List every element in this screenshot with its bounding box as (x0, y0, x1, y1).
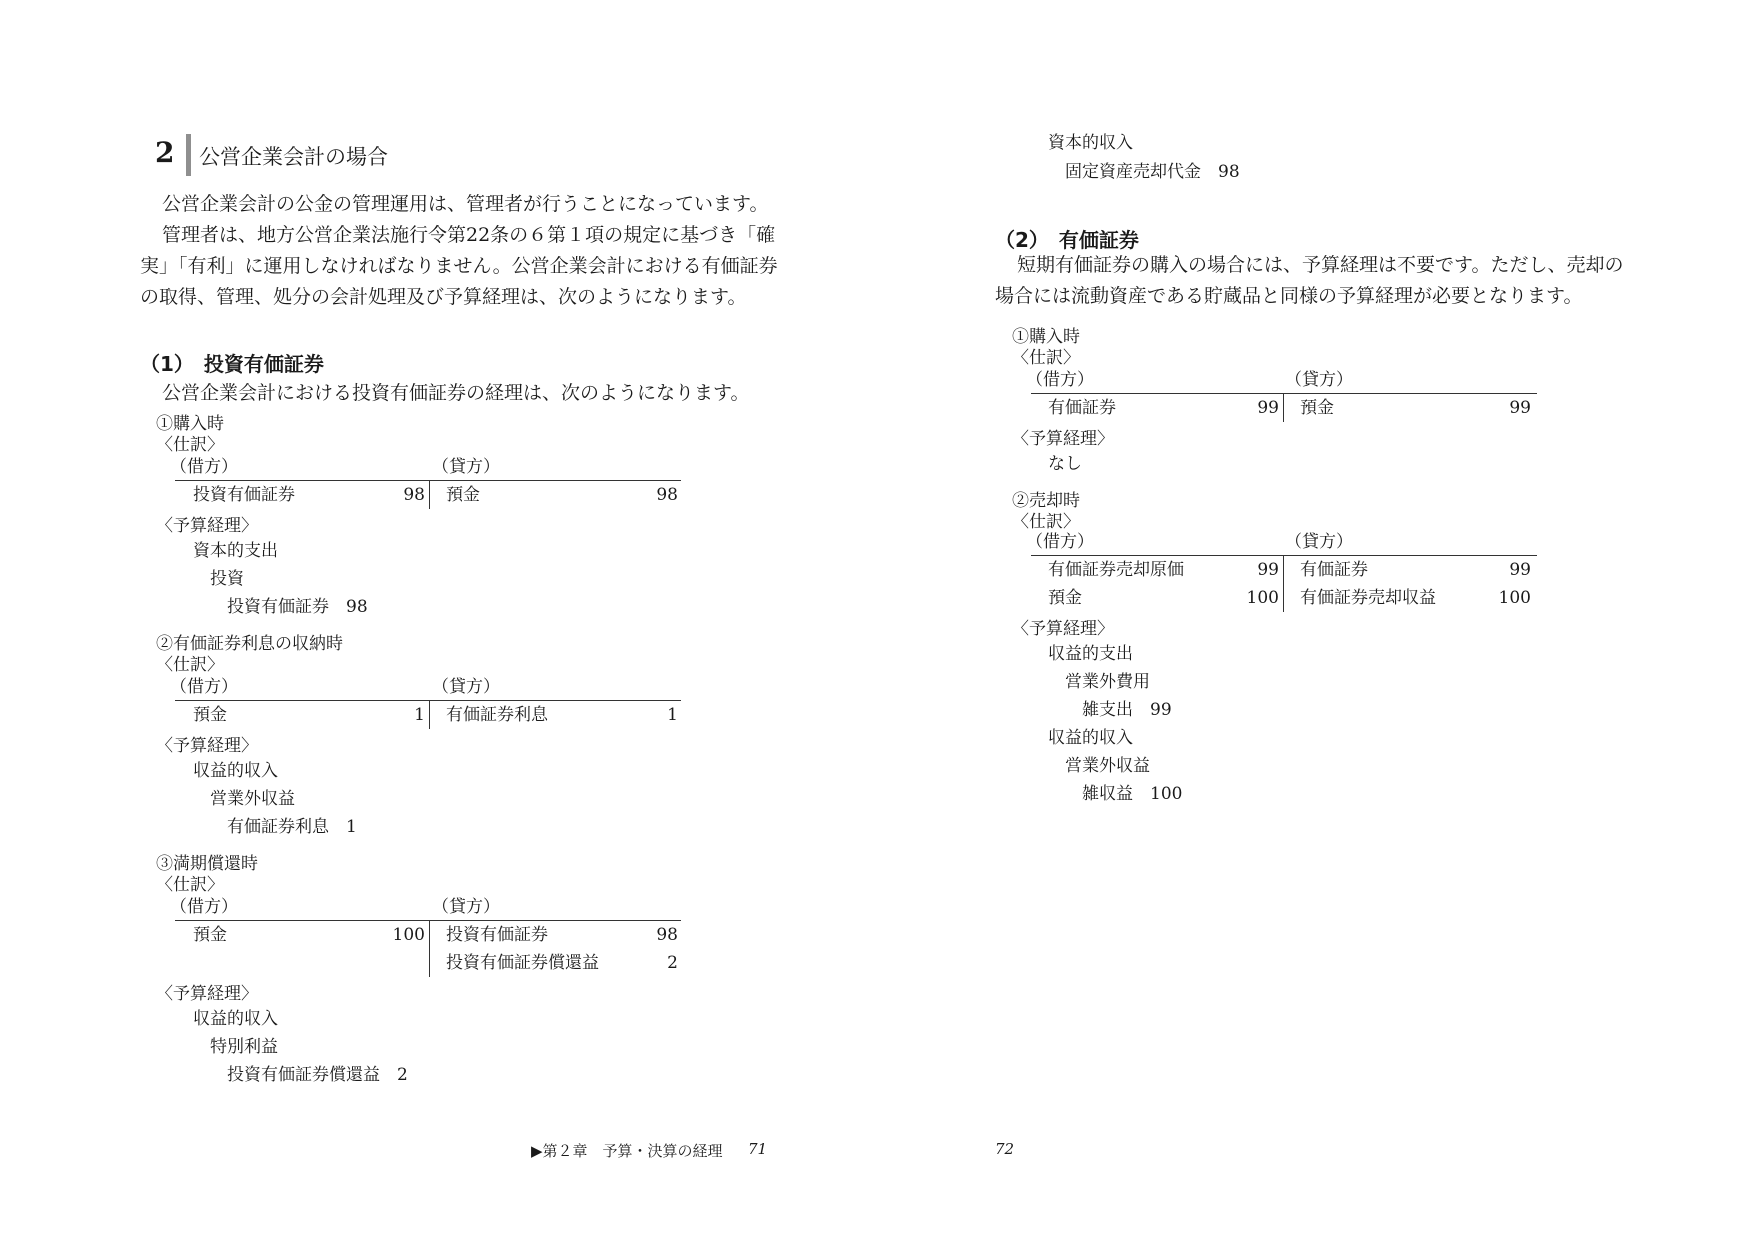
credit-item: 投資有価証券 (446, 925, 548, 945)
subsection-2-text: 短期有価証券の購入の場合には、予算経理は不要です。ただし、売却の場合には流動資産である貯蔵品と同様の予算経理が必要となります。 (995, 254, 1624, 307)
subsection-1-text: 公営企業会計における投資有価証券の経理は、次のようになります。 (162, 382, 750, 404)
budget-label: 〈予算経理〉 (1012, 619, 1114, 639)
credit-heading: （貸方） (1285, 370, 1353, 390)
budget-line: 収益的収入 (1048, 728, 1133, 748)
credit-item: 有価証券利息 (446, 705, 548, 725)
budget-line: 投資有価証券 98 (227, 597, 368, 617)
credit-amount: 98 (656, 485, 678, 505)
debit-amount: 100 (1246, 588, 1279, 608)
budget-line: 投資 (210, 569, 244, 589)
credit-item: 投資有価証券償還益 (446, 953, 599, 973)
budget-label: 〈予算経理〉 (156, 984, 258, 1004)
subsection-1-title: （1） 投資有価証券 (140, 352, 324, 376)
budget-line: 雑収益 100 (1082, 784, 1183, 804)
debit-item: 預金 (193, 925, 227, 945)
debit-item: 投資有価証券 (193, 485, 295, 505)
case-title: ①購入時 (1012, 327, 1080, 347)
case-title: ①購入時 (156, 414, 224, 434)
page-number-right: 72 (995, 1140, 1015, 1158)
budget-line: 収益的収入 (193, 761, 278, 781)
budget-line: 営業外収益 (210, 789, 295, 809)
budget-line: 投資有価証券償還益 2 (227, 1065, 408, 1085)
credit-item: 預金 (1300, 398, 1334, 418)
journal-top-rule (175, 480, 681, 481)
debit-item: 預金 (193, 705, 227, 725)
case-title: ③満期償還時 (156, 854, 258, 874)
journal-top-rule (175, 920, 681, 921)
budget-line: 収益的収入 (193, 1009, 278, 1029)
budget-label: 〈予算経理〉 (156, 736, 258, 756)
case-title: ②売却時 (1012, 491, 1080, 511)
journal-top-rule (175, 700, 681, 701)
budget-line: 有価証券利息 1 (227, 817, 357, 837)
debit-heading: （借方） (170, 457, 238, 477)
budget-line: 特別利益 (210, 1037, 278, 1057)
credit-heading: （貸方） (432, 677, 500, 697)
journal-divider (429, 920, 430, 977)
budget-line: 収益的支出 (1048, 644, 1133, 664)
credit-item: 有価証券売却収益 (1300, 588, 1436, 608)
intro-paragraph-2: 管理者は、地方公営企業法施行令第22条の６第１項の規定に基づき「確実」「有利」に運用しなければなりません。公営企業会計における有価証券の取得、管理、処分の会計処理及び予算経理は、次のようになります。 (140, 224, 778, 308)
debit-amount: 99 (1257, 560, 1279, 580)
debit-amount: 98 (403, 485, 425, 505)
journal-divider (1283, 555, 1284, 612)
shiwake-label: 〈仕訳〉 (156, 655, 224, 675)
debit-heading: （借方） (1026, 532, 1094, 552)
credit-amount: 2 (667, 953, 678, 973)
journal-top-rule (1031, 393, 1537, 394)
case-title: ②有価証券利息の収納時 (156, 634, 343, 654)
debit-item: 有価証券 (1048, 398, 1116, 418)
budget-line: なし (1048, 454, 1082, 474)
budget-label: 〈予算経理〉 (1012, 429, 1114, 449)
credit-amount: 1 (667, 705, 678, 725)
shiwake-label: 〈仕訳〉 (1012, 512, 1080, 532)
debit-heading: （借方） (1026, 370, 1094, 390)
debit-item: 預金 (1048, 588, 1082, 608)
credit-heading: （貸方） (432, 897, 500, 917)
section-title: 公営企業会計の場合 (199, 145, 388, 169)
debit-item: 有価証券売却原価 (1048, 560, 1184, 580)
shiwake-label: 〈仕訳〉 (1012, 348, 1080, 368)
budget-line: 固定資産売却代金 98 (1065, 162, 1240, 182)
budget-line: 営業外収益 (1065, 756, 1150, 776)
shiwake-label: 〈仕訳〉 (156, 875, 224, 895)
shiwake-label: 〈仕訳〉 (156, 435, 224, 455)
credit-heading: （貸方） (1285, 532, 1353, 552)
subsection-2-title: （2） 有価証券 (995, 228, 1139, 252)
journal-divider (429, 700, 430, 729)
budget-label: 〈予算経理〉 (156, 516, 258, 536)
credit-amount: 100 (1498, 588, 1531, 608)
budget-line: 資本的収入 (1048, 133, 1133, 153)
credit-item: 有価証券 (1300, 560, 1368, 580)
journal-divider (429, 480, 430, 509)
budget-line: 資本的支出 (193, 541, 278, 561)
budget-line: 営業外費用 (1065, 672, 1150, 692)
page-number-left: 71 (748, 1140, 768, 1158)
debit-heading: （借方） (170, 897, 238, 917)
journal-top-rule (1031, 555, 1537, 556)
debit-amount: 99 (1257, 398, 1279, 418)
section-number: 2 (155, 136, 175, 169)
chapter-footer: ▶第２章 予算・決算の経理 (531, 1142, 723, 1160)
debit-amount: 1 (414, 705, 425, 725)
journal-divider (1283, 393, 1284, 422)
credit-amount: 99 (1509, 560, 1531, 580)
debit-heading: （借方） (170, 677, 238, 697)
credit-amount: 99 (1509, 398, 1531, 418)
intro-paragraph-1: 公営企業会計の公金の管理運用は、管理者が行うことになっています。 (162, 193, 769, 215)
section-bar (186, 134, 191, 176)
budget-line: 雑支出 99 (1082, 700, 1172, 720)
credit-item: 預金 (446, 485, 480, 505)
credit-heading: （貸方） (432, 457, 500, 477)
credit-amount: 98 (656, 925, 678, 945)
debit-amount: 100 (392, 925, 425, 945)
